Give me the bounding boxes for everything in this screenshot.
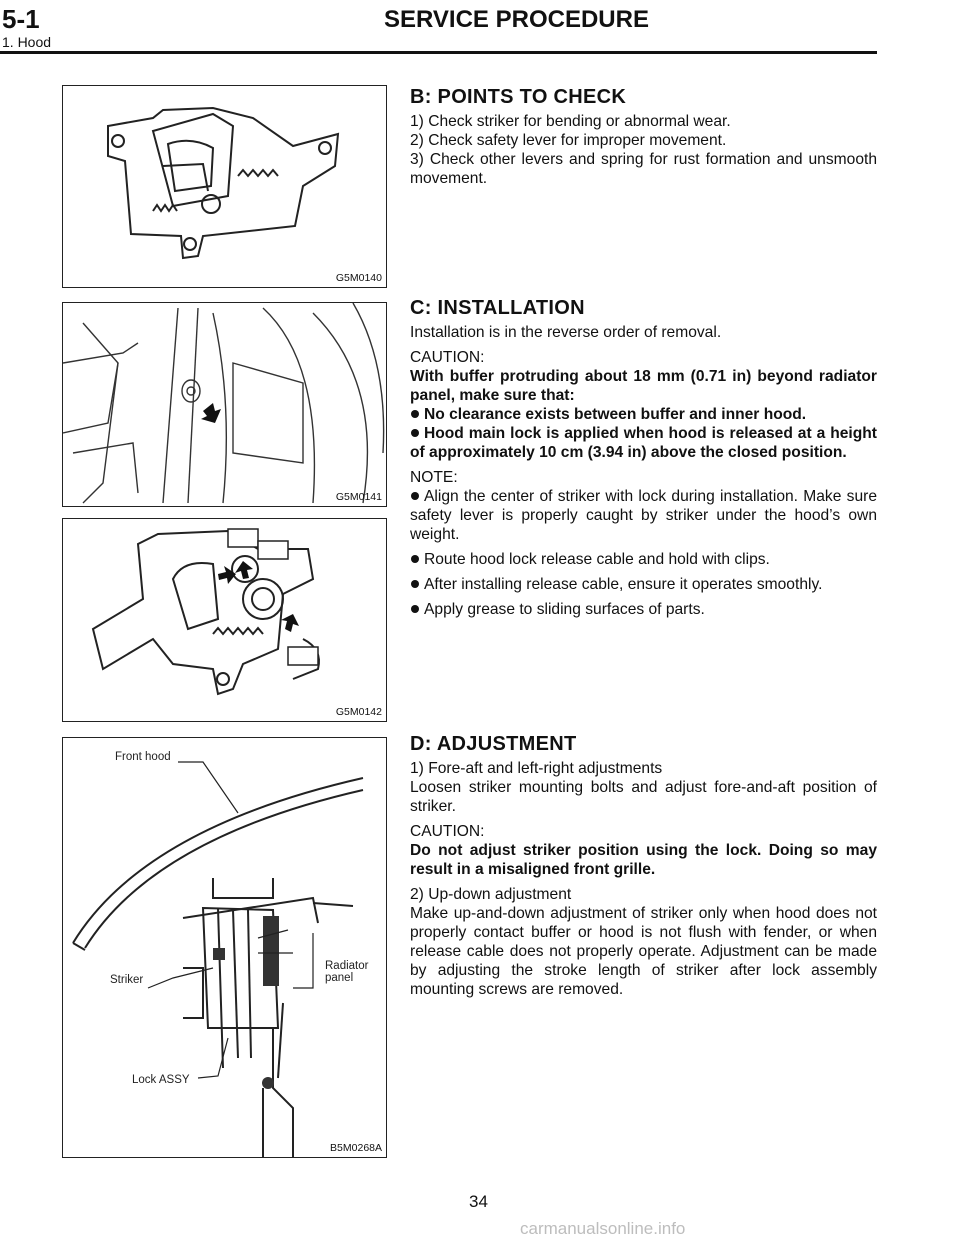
note-bullet: Route hood lock release cable and hold with clips. [410, 550, 877, 569]
note-bullet: After installing release cable, ensure it operates smoothly. [410, 575, 877, 594]
label-radiator-panel-2: panel [325, 972, 354, 984]
grease-points-drawing [63, 519, 387, 722]
check-item: 3) Check other levers and spring for rust formation and unsmooth movement. [410, 151, 877, 187]
bullet-icon [411, 555, 419, 563]
note-bullet: Apply grease to sliding surfaces of parts. [410, 600, 877, 619]
label-lock-assy: Lock ASSY [132, 1074, 190, 1086]
step-title: 1) Fore-aft and left-right adjustments [410, 760, 663, 777]
label-radiator-panel: Radiator [325, 960, 369, 972]
step-title: 2) Up-down adjustment [410, 886, 572, 903]
step-text: Loosen striker mounting bolts and adjust fore-and-aft position of striker. [410, 779, 877, 815]
figure-adjustment-section [62, 737, 387, 1158]
caution-bullet: Hood main lock is applied when hood is released at a height of approximately 10 cm (3.94 in) above the closed position. [410, 425, 877, 461]
figure-code: G5M0142 [335, 706, 382, 718]
figure-grease-points [62, 518, 387, 722]
section-installation [410, 297, 877, 619]
figure-code: G5M0141 [335, 491, 382, 503]
section-heading: B: POINTS TO CHECK [410, 86, 627, 108]
bullet-icon [411, 410, 419, 418]
caution-label: CAUTION: [410, 823, 485, 840]
section-heading: D: ADJUSTMENT [410, 733, 577, 755]
label-front-hood: Front hood [115, 751, 171, 763]
caution-text: With buffer protruding about 18 mm (0.71 in) beyond radiator panel, make sure that: [410, 368, 877, 404]
adjustment-section-drawing [63, 738, 387, 1158]
note-label: NOTE: [410, 469, 458, 486]
bullet-icon [411, 492, 419, 500]
step-text: Make up-and-down adjustment of striker only when hood does not properly contact buffer or hood is not flush with fender, or when release cable does not properly operate. Adjustment can be made by adjusting the stroke length of striker after lock assembly mounting screws are removed. [410, 905, 877, 998]
caution-text: Do not adjust striker position using the lock. Doing so may result in a misaligned front grille. [410, 842, 877, 878]
header-rule [0, 51, 877, 54]
caution-label: CAUTION: [410, 349, 485, 366]
page-subtitle: 1. Hood [2, 34, 52, 50]
hood-lock-drawing [63, 86, 387, 288]
section-heading: C: INSTALLATION [410, 297, 585, 319]
section-adjustment [410, 733, 877, 999]
section-points-to-check [410, 86, 877, 188]
caution-bullet: No clearance exists between buffer and inner hood. [410, 405, 877, 424]
check-item: 2) Check safety lever for improper movement. [410, 132, 727, 149]
figure-buffer [62, 302, 387, 507]
check-item: 1) Check striker for bending or abnormal wear. [410, 113, 731, 130]
section-number: 5-1 [2, 4, 40, 34]
bullet-icon [411, 605, 419, 613]
page-number: 34 [469, 1192, 488, 1211]
watermark: carmanualsonline.info [520, 1219, 686, 1238]
bullet-icon [411, 580, 419, 588]
note-bullet: Align the center of striker with lock during installation. Make sure safety lever is properly caught by striker under the hood’s own weight. [410, 488, 877, 543]
label-striker: Striker [110, 974, 144, 986]
buffer-drawing [63, 303, 387, 507]
figure-code: B5M0268A [330, 1142, 382, 1154]
bullet-icon [411, 429, 419, 437]
figure-hood-lock [62, 85, 387, 288]
page-title: SERVICE PROCEDURE [384, 6, 649, 33]
installation-intro: Installation is in the reverse order of removal. [410, 324, 722, 341]
figure-code: G5M0140 [335, 272, 382, 284]
